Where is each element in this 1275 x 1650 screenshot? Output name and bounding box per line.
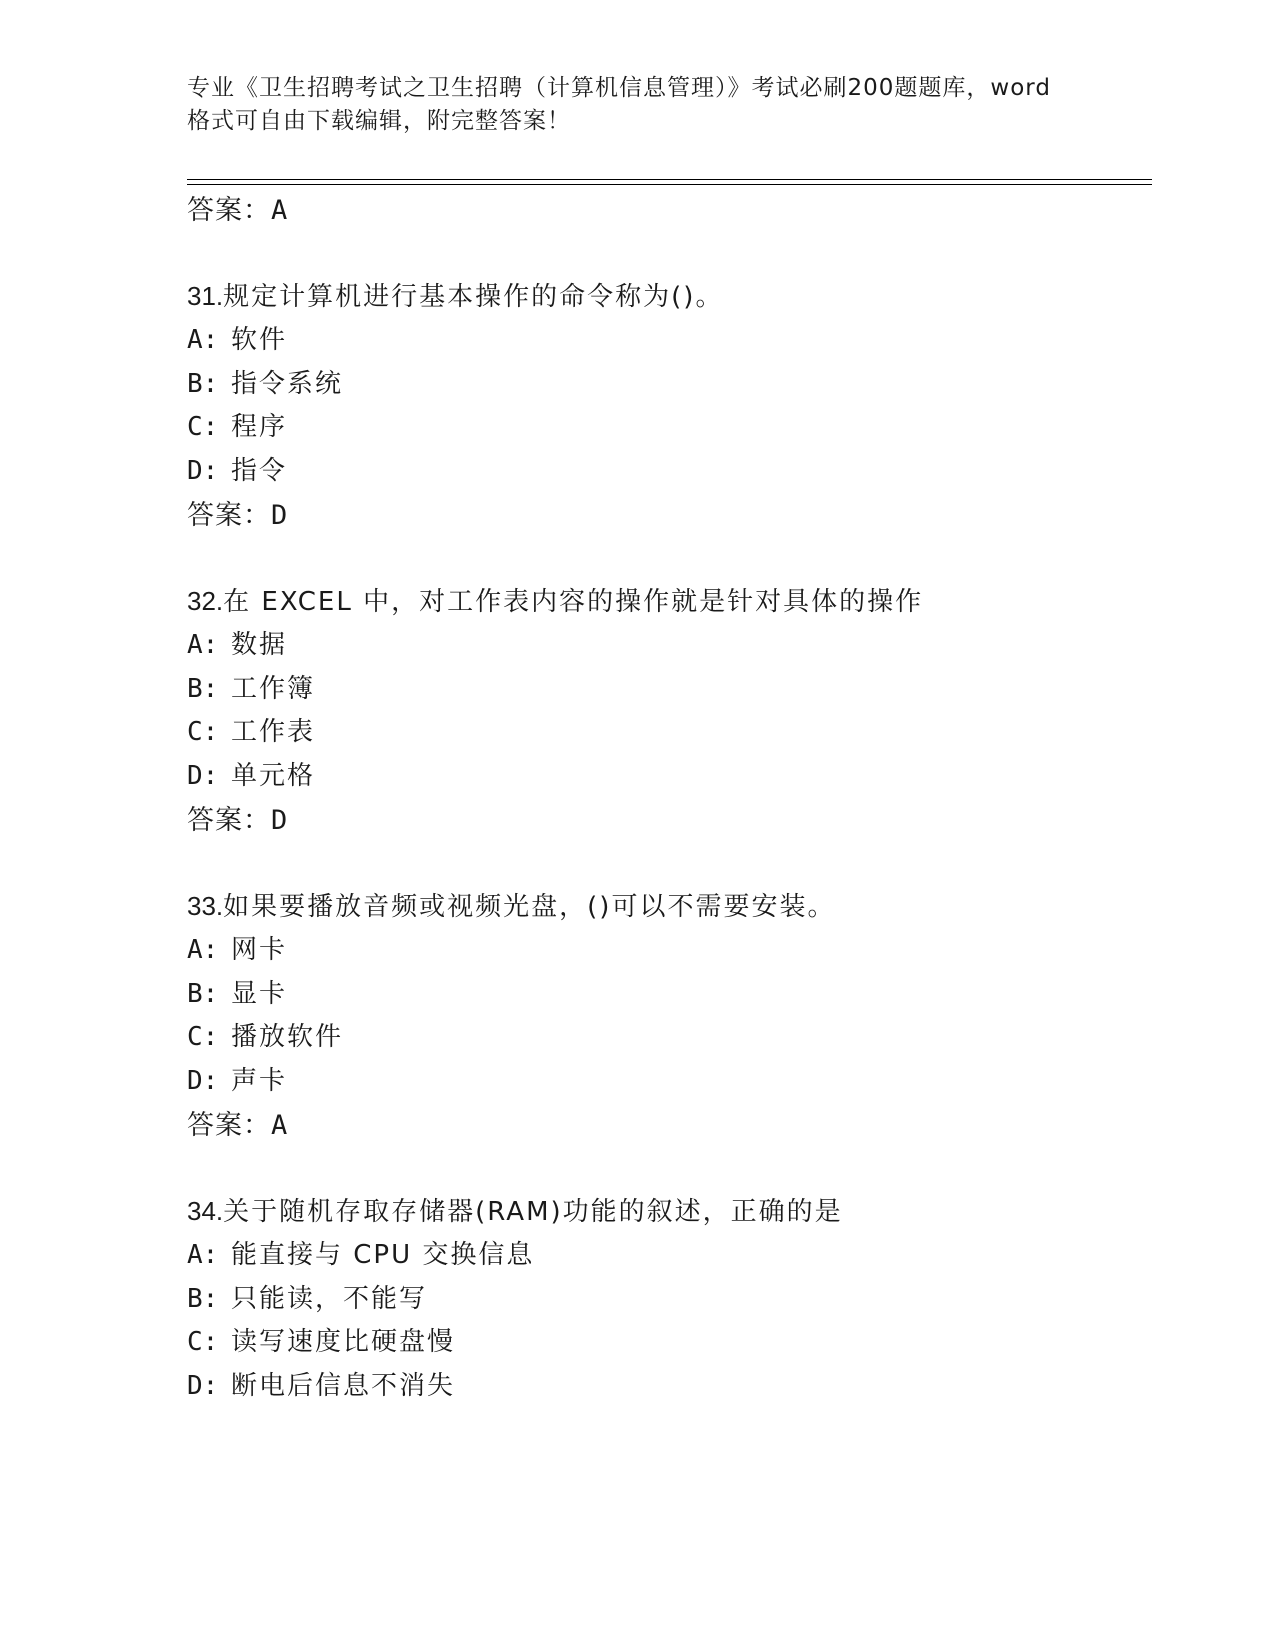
option-key: C: — [187, 1327, 219, 1357]
option-text: 工作簿 — [231, 674, 316, 704]
option-text: 工作表 — [231, 717, 316, 747]
question-31-option-d — [187, 450, 287, 487]
question-32-option-c — [187, 711, 315, 748]
option-text: 指令 — [231, 456, 288, 486]
option-key: B: — [187, 1284, 219, 1314]
answer-label: 答案： — [187, 805, 271, 836]
question-31-option-b — [187, 363, 343, 400]
question-34-stem — [187, 1191, 843, 1228]
question-33-answer — [187, 1103, 288, 1142]
option-key: B: — [187, 674, 219, 704]
option-key: C: — [187, 1022, 219, 1052]
question-33-option-a — [187, 929, 287, 966]
question-32-stem — [187, 581, 923, 618]
option-text: 显卡 — [231, 979, 288, 1009]
option-text: 读写速度比硬盘慢 — [231, 1327, 456, 1357]
question-32-option-d — [187, 755, 315, 792]
option-text: 能直接与 CPU 交换信息 — [231, 1240, 535, 1270]
option-key: D: — [187, 761, 219, 791]
answer-value: A — [271, 195, 289, 226]
option-text: 指令系统 — [231, 369, 344, 399]
option-text: 数据 — [231, 630, 288, 660]
answer-label: 答案： — [187, 1110, 271, 1141]
option-key: A: — [187, 935, 219, 965]
question-34-option-a — [187, 1234, 534, 1271]
question-33-option-c — [187, 1016, 343, 1053]
option-key: A: — [187, 325, 219, 355]
answer-label: 答案： — [187, 500, 271, 531]
option-key: A: — [187, 1240, 219, 1270]
question-34-option-b — [187, 1278, 427, 1315]
header-divider-top — [187, 179, 1152, 180]
question-32-option-b — [187, 668, 315, 705]
option-key: C: — [187, 717, 219, 747]
answer-value: D — [271, 500, 289, 531]
question-number: 32. — [187, 586, 224, 616]
option-text: 程序 — [231, 412, 288, 442]
option-key: C: — [187, 412, 219, 442]
option-text: 断电后信息不消失 — [231, 1371, 456, 1401]
question-text: 如果要播放音频或视频光盘，()可以不需要安装。 — [223, 892, 836, 922]
question-33-stem — [187, 886, 835, 923]
question-text: 在 EXCEL 中，对工作表内容的操作就是针对具体的操作 — [223, 587, 924, 617]
option-text: 只能读，不能写 — [231, 1284, 428, 1314]
header-line-1: 专业《卫生招聘考试之卫生招聘（计算机信息管理）》考试必刷200题题库，word — [187, 75, 1051, 101]
option-key: D: — [187, 1066, 219, 1096]
option-text: 网卡 — [231, 935, 288, 965]
option-key: D: — [187, 1371, 219, 1401]
answer-value: D — [271, 805, 289, 836]
header-divider-bottom — [187, 184, 1152, 185]
question-31-stem — [187, 276, 723, 313]
header-line-2: 格式可自由下载编辑，附完整答案！ — [187, 108, 571, 134]
option-key: B: — [187, 369, 219, 399]
question-32-option-a — [187, 624, 287, 661]
question-34-option-c — [187, 1321, 455, 1358]
question-33-option-d — [187, 1060, 287, 1097]
answer-label: 答案： — [187, 195, 271, 226]
question-number: 31. — [187, 281, 224, 311]
question-34-option-d — [187, 1365, 455, 1402]
option-text: 单元格 — [231, 761, 316, 791]
document-header — [187, 72, 1087, 138]
question-31-option-a — [187, 319, 287, 356]
option-key: B: — [187, 979, 219, 1009]
question-text: 关于随机存取存储器(RAM)功能的叙述，正确的是 — [223, 1197, 843, 1227]
previous-answer — [187, 188, 288, 227]
question-text: 规定计算机进行基本操作的命令称为()。 — [223, 282, 724, 312]
answer-value: A — [271, 1110, 289, 1141]
question-number: 33. — [187, 891, 224, 921]
question-31-answer — [187, 493, 288, 532]
option-key: A: — [187, 630, 219, 660]
option-text: 播放软件 — [231, 1022, 344, 1052]
option-key: D: — [187, 456, 219, 486]
option-text: 声卡 — [231, 1066, 288, 1096]
question-31-option-c — [187, 406, 287, 443]
option-text: 软件 — [231, 325, 288, 355]
question-number: 34. — [187, 1196, 224, 1226]
question-33-option-b — [187, 973, 287, 1010]
question-32-answer — [187, 798, 288, 837]
